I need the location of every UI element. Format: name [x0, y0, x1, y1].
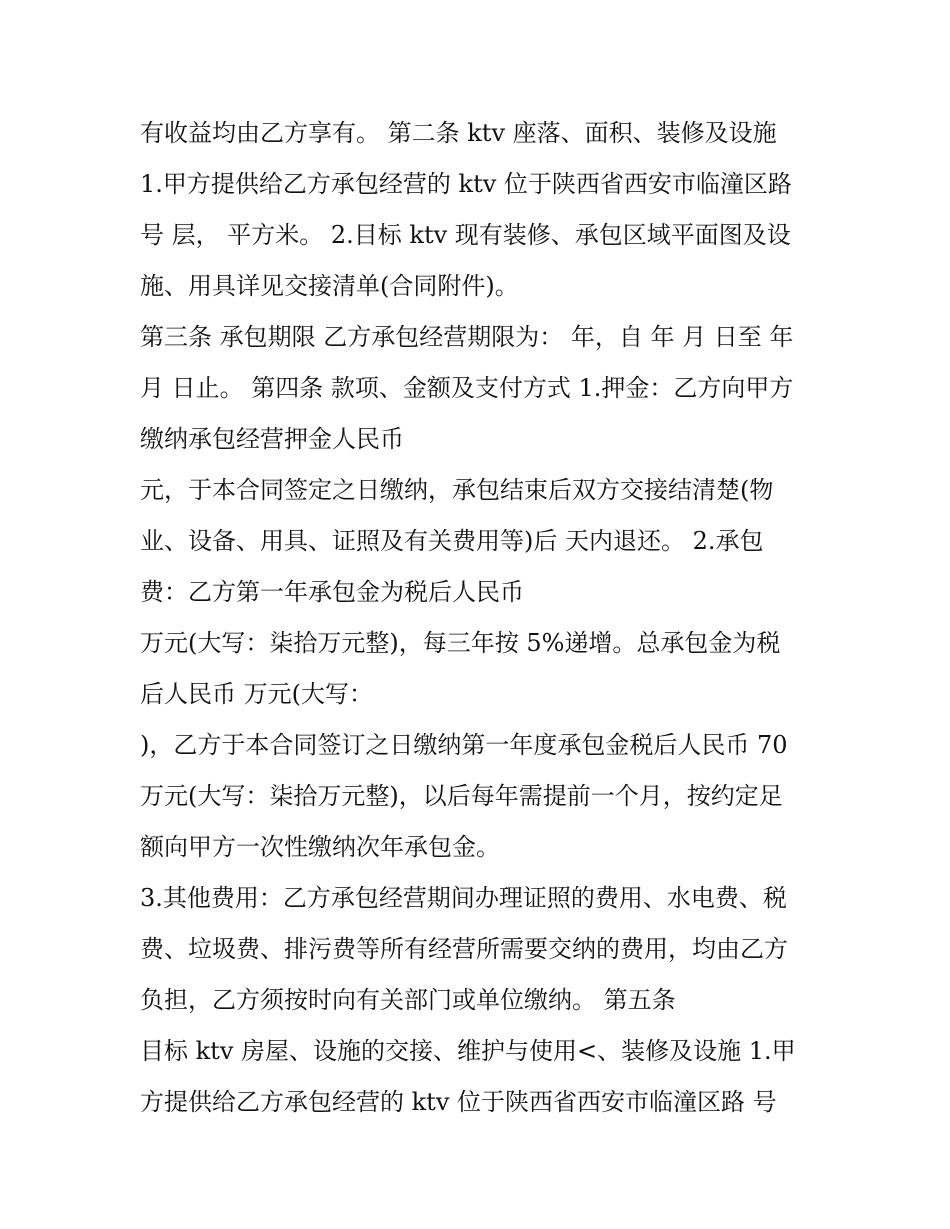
- contract-body-text: [140, 108, 830, 1128]
- text-line: 元，于本合同签定之日缴纳，承包结束后双方交接结清楚(物: [140, 476, 774, 504]
- text-line: 号 层， 平方米。 2.目标 ktv 现有装修、承包区域平面图及设: [140, 221, 791, 249]
- text-line: 负担，乙方须按时向有关部门或单位缴纳。 第五条: [140, 986, 676, 1014]
- text-line: )，乙方于本合同签订之日缴纳第一年度承包金税后人民币 70: [140, 731, 788, 759]
- text-line: 缴纳承包经营押金人民币: [140, 425, 404, 453]
- text-line: 万元(大写：柒拾万元整)，每三年按 5%递增。总承包金为税: [140, 629, 781, 657]
- text-line: 方提供给乙方承包经营的 ktv 位于陕西省西安市临潼区路 号: [140, 1088, 777, 1116]
- text-line: 施、用具详见交接清单(合同附件)。: [140, 272, 519, 300]
- text-line: 业、设备、用具、证照及有关费用等)后 天内退还。 2.承包: [140, 527, 764, 555]
- text-line: 额向甲方一次性缴纳次年承包金。: [140, 833, 500, 861]
- text-line: 月 日止。 第四条 款项、金额及支付方式 1.押金：乙方向甲方: [140, 374, 794, 402]
- text-line: 后人民币 万元(大写：: [140, 680, 373, 708]
- text-line: 第三条 承包期限 乙方承包经营期限为： 年，自 年 月 日至 年: [140, 323, 794, 351]
- text-line: 费、垃圾费、排污费等所有经营所需要交纳的费用，均由乙方: [140, 935, 788, 963]
- text-line: 万元(大写：柒拾万元整)，以后每年需提前一个月，按约定足: [140, 782, 783, 810]
- text-line: 费：乙方第一年承包金为税后人民币: [140, 578, 524, 606]
- text-line: 3.其他费用：乙方承包经营期间办理证照的费用、水电费、税: [140, 884, 787, 912]
- text-line: 有收益均由乙方享有。 第二条 ktv 座落、面积、装修及设施: [140, 119, 777, 147]
- text-line: 目标 ktv 房屋、设施的交接、维护与使用<、装修及设施 1.甲: [140, 1037, 796, 1065]
- text-line: 1.甲方提供给乙方承包经营的 ktv 位于陕西省西安市临潼区路: [140, 170, 792, 198]
